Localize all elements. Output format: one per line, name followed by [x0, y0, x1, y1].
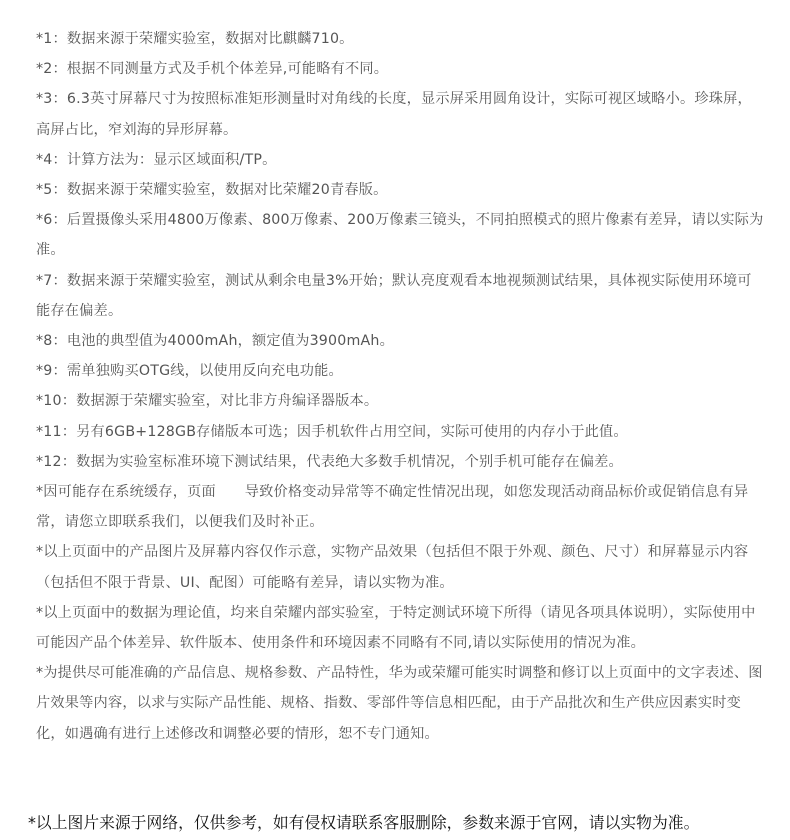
note-11: *11：另有6GB+128GB存储版本可选；因手机软件占用空间，实际可使用的内存小于此值。	[36, 423, 628, 440]
note-2: *2：根据不同测量方式及手机个体差异,可能略有不同。	[36, 61, 389, 78]
note-4: *4：计算方法为：显示区域面积/TP。	[36, 151, 277, 168]
note-10: *10：数据源于荣耀实验室，对比非方舟编译器版本。	[36, 393, 379, 410]
footer-disclaimer: *以上图片来源于网络，仅供参考，如有侵权请联系客服删除，参数来源于官网，请以实物为准。	[28, 813, 700, 832]
note-5: *5：数据来源于荣耀实验室，数据对比荣耀20青春版。	[36, 182, 388, 199]
note-cache-price: *因可能存在系统缓存，页面 导致价格变动异常等不确定性情况出现，如您发现活动商品标价或促销信息有异常，请您立即联系我们，以便我们及时补正。	[36, 484, 749, 531]
note-9: *9：需单独购买OTG线，以使用反向充电功能。	[36, 363, 343, 380]
note-theoretical-values: *以上页面中的数据为理论值，均来自荣耀内部实验室，于特定测试环境下所得（请见各项具体说明），实际使用中可能因产品个体差异、软件版本、使用条件和环境因素不同略有不同,请以实际使用的情况为准。	[36, 604, 756, 652]
note-content-adjustment: *为提供尽可能准确的产品信息、规格参数、产品特性，华为或荣耀可能实时调整和修订以上页面中的文字表述、图片效果等内容，以求与实际产品性能、规格、指数、零部件等信息相匹配，由于产品批次和生产供应因素实时变化，如遇确有进行上述修改和调整必要的情形，恕不专门通知。	[36, 665, 763, 742]
disclaimer-notes	[36, 24, 764, 749]
note-6: *6：后置摄像头采用4800万像素、800万像素、200万像素三镜头，不同拍照模式的照片像素有差异，请以实际为准。	[36, 212, 764, 259]
note-7: *7：数据来源于荣耀实验室，测试从剩余电量3%开始；默认亮度观看本地视频测试结果，具体视实际使用环境可能存在偏差。	[36, 272, 752, 319]
note-3: *3：6.3英寸屏幕尺寸为按照标准矩形测量时对角线的长度，显示屏采用圆角设计，实际可视区域略小。珍珠屏，高屏占比，窄刘海的异形屏幕。	[36, 91, 752, 138]
note-1: *1：数据来源于荣耀实验室，数据对比麒麟710。	[36, 31, 354, 47]
note-8: *8：电池的典型值为4000mAh，额定值为3900mAh。	[36, 333, 394, 350]
note-image-illustration: *以上页面中的产品图片及屏幕内容仅作示意，实物产品效果（包括但不限于外观、颜色、尺寸）和屏幕显示内容（包括但不限于背景、UI、配图）可能略有差异，请以实物为准。	[36, 544, 749, 591]
note-12: *12：数据为实验室标准环境下测试结果，代表绝大多数手机情况，个别手机可能存在偏差。	[36, 453, 623, 470]
